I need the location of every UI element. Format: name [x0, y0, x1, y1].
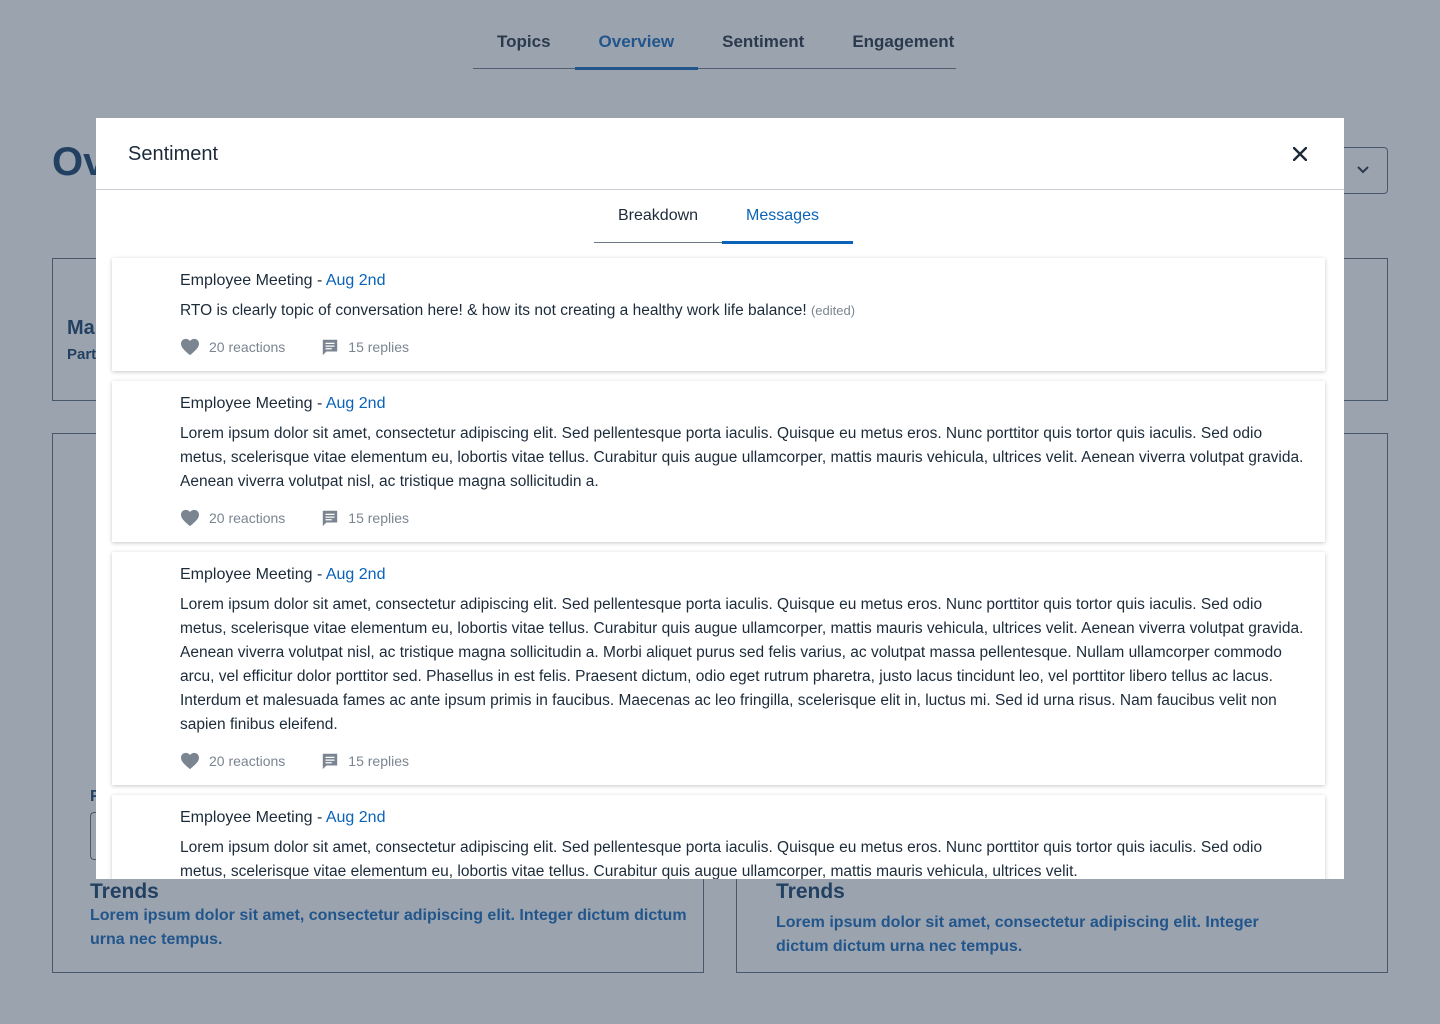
message-card [112, 552, 1325, 785]
message-source: Employee Meeting [180, 566, 313, 583]
message-source: Employee Meeting [180, 272, 313, 289]
replies-button[interactable] [321, 338, 409, 356]
message-text: Lorem ipsum dolor sit amet, consectetur adipiscing elit. Sed pellentesque porta iaculis. Quisque eu metus eros. Nunc porttitor quis tortor quis iaculis. Sed odio metus, scelerisque vitae elementum eu, lobortis vitae tellus. Curabitur quis augue ullamcorper, mattis mauris vehicula, ultrices velit. Aenean viverra volutpat gravida. Aenean viverra volutpat nisl, ac tristique magna sollicitudin a. Morbi aliquet purus sed felis varius, ac volutpat massa pellentesque. Nullam ullamcorper commodo arcu, vel efficitur dolor porttitor sed. Phasellus in est felis. Praesent dictum, odio eget rutrum pharetra, justo lacus tincidunt leo, vel porttitor libero tellus ac lacus. Interdum et malesuada fames ac ante ipsum primis in faucibus. Maecenas ac leo fringilla, scelerisque elit in, luctus mi. Sed id urna risus. Nam faucibus velit non sapien finibus eleifend. [180, 596, 1304, 733]
tab-messages[interactable]: Messages [722, 190, 843, 242]
message-date[interactable]: Aug 2nd [325, 809, 386, 826]
message-meta [180, 751, 1305, 771]
close-button[interactable] [1286, 140, 1314, 168]
reactions-count: 20 reactions [209, 510, 286, 526]
message-text: RTO is clearly topic of conversation here! & how its not creating a healthy work life balance! [180, 302, 807, 319]
tab-breakdown[interactable]: Breakdown [618, 207, 699, 224]
comment-icon [321, 338, 339, 356]
modal-title: Sentiment [128, 143, 219, 165]
reactions-button[interactable] [180, 752, 285, 770]
replies-button[interactable] [321, 509, 409, 527]
reactions-count: 20 reactions [209, 339, 286, 355]
reactions-button[interactable] [180, 509, 285, 527]
message-meta [180, 337, 1305, 357]
modal-header [96, 118, 1344, 190]
message-card [112, 258, 1325, 371]
heart-icon [180, 752, 200, 770]
message-separator: - [312, 272, 326, 289]
message-date[interactable]: Aug 2nd [325, 395, 386, 412]
replies-count: 15 replies [348, 339, 409, 355]
sentiment-modal [96, 118, 1344, 879]
message-header [180, 809, 1305, 827]
message-header [180, 272, 1305, 290]
reactions-button[interactable] [180, 338, 285, 356]
message-date[interactable]: Aug 2nd [325, 272, 386, 289]
replies-count: 15 replies [348, 753, 409, 769]
edited-label: (edited) [810, 303, 856, 318]
message-list [112, 258, 1325, 879]
comment-icon [321, 509, 339, 527]
message-header [180, 566, 1305, 584]
message-source: Employee Meeting [180, 809, 313, 826]
message-header [180, 395, 1305, 413]
heart-icon [180, 338, 200, 356]
modal-tab-bar [594, 190, 846, 243]
message-text: Lorem ipsum dolor sit amet, consectetur adipiscing elit. Sed pellentesque porta iaculis. Quisque eu metus eros. Nunc porttitor quis tortor quis iaculis. Sed odio metus, scelerisque vitae elementum eu, lobortis vitae tellus. Curabitur quis augue ullamcorper, mattis mauris vehicula, ultrices velit. [180, 839, 1263, 879]
message-date[interactable]: Aug 2nd [325, 566, 386, 583]
replies-button[interactable] [321, 752, 409, 770]
message-separator: - [312, 395, 326, 412]
close-icon [1293, 147, 1307, 161]
message-text-wrap [180, 299, 1305, 323]
message-separator: - [312, 566, 326, 583]
message-card [112, 795, 1325, 879]
reactions-count: 20 reactions [209, 753, 286, 769]
message-text: Lorem ipsum dolor sit amet, consectetur adipiscing elit. Sed pellentesque porta iaculis. Quisque eu metus eros. Nunc porttitor quis tortor quis iaculis. Sed odio metus, scelerisque vitae elementum eu, lobortis vitae tellus. Curabitur quis augue ullamcorper, mattis mauris vehicula, ultrices velit. Aenean viverra volutpat gravida. Aenean viverra volutpat nisl, ac tristique magna sollicitudin a. [180, 425, 1304, 490]
message-meta [180, 508, 1305, 528]
heart-icon [180, 509, 200, 527]
replies-count: 15 replies [348, 510, 409, 526]
message-separator: - [312, 809, 326, 826]
comment-icon [321, 752, 339, 770]
message-card [112, 381, 1325, 542]
message-source: Employee Meeting [180, 395, 313, 412]
